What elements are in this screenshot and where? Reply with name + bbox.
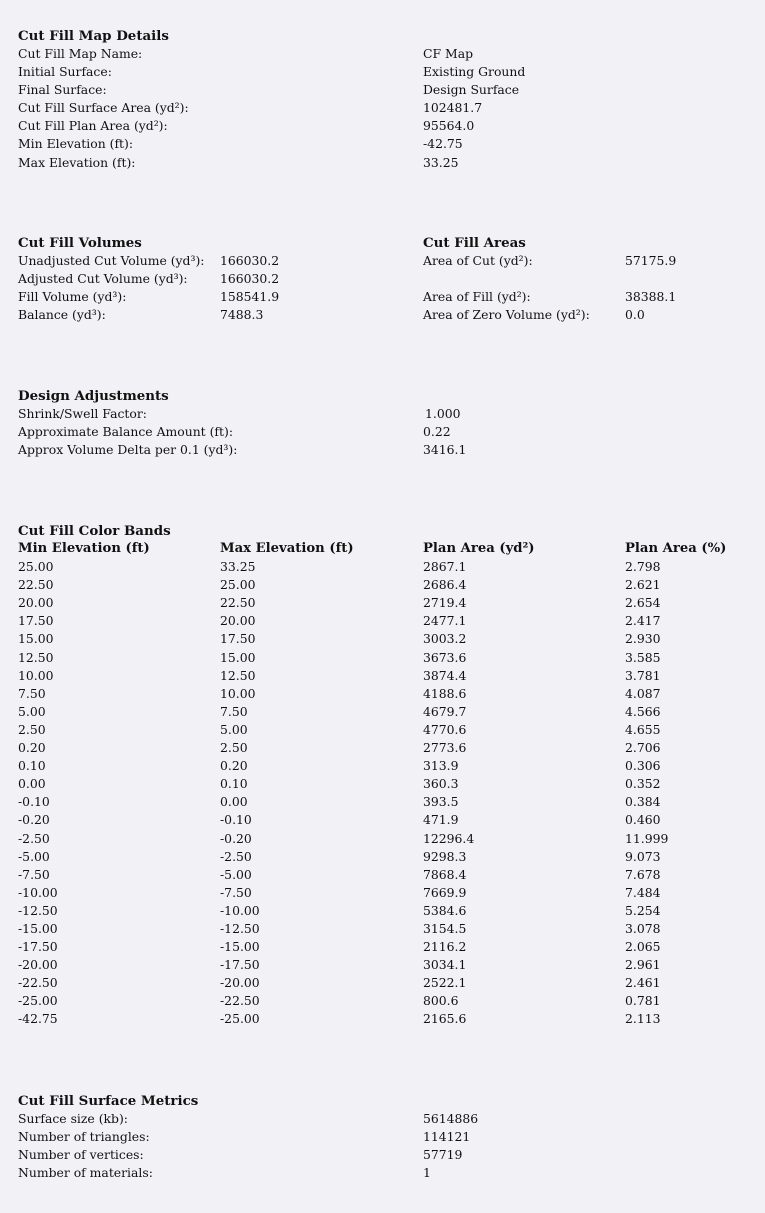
band-plan-area: 360.3 xyxy=(423,776,459,792)
band-plan-area: 471.9 xyxy=(423,812,459,828)
detail-value: CF Map xyxy=(423,46,474,61)
detail-row xyxy=(18,1110,748,1128)
band-plan-area-percent: 0.352 xyxy=(625,776,661,792)
detail-row xyxy=(18,135,748,153)
band-plan-area-percent: 2.654 xyxy=(625,595,661,611)
band-plan-area-percent: 2.706 xyxy=(625,740,661,756)
band-max-elevation: -10.00 xyxy=(220,902,260,918)
table-row xyxy=(18,721,748,739)
band-min-elevation: -20.00 xyxy=(18,957,58,973)
band-plan-area-percent: 2.461 xyxy=(625,975,661,991)
band-plan-area-percent: 2.417 xyxy=(625,613,661,629)
band-max-elevation: -25.00 xyxy=(220,1011,260,1027)
band-min-elevation: 12.50 xyxy=(18,649,54,665)
band-max-elevation: 0.20 xyxy=(220,758,248,774)
band-plan-area-percent: 2.065 xyxy=(625,939,661,955)
column-header-max-elevation: Max Elevation (ft) xyxy=(220,541,354,556)
band-plan-area-percent: 2.798 xyxy=(625,559,661,575)
band-plan-area-percent: 2.961 xyxy=(625,957,661,973)
band-plan-area: 2165.6 xyxy=(423,1011,467,1027)
band-plan-area: 3034.1 xyxy=(423,957,467,973)
area-label: Area of Fill (yd²): xyxy=(423,289,531,305)
detail-label: Min Elevation (ft): xyxy=(18,136,134,152)
detail-row xyxy=(18,81,748,99)
adjustments-rows xyxy=(18,405,748,459)
detail-label: Surface size (kb): xyxy=(18,1111,128,1126)
band-min-elevation: -42.75 xyxy=(18,1011,58,1027)
detail-value: 57719 xyxy=(423,1147,463,1163)
detail-label: Number of materials: xyxy=(18,1165,153,1181)
band-max-elevation: -15.00 xyxy=(220,939,260,955)
table-row xyxy=(18,576,748,594)
table-row xyxy=(18,667,748,685)
volume-area-row xyxy=(18,306,748,324)
detail-label: Cut Fill Surface Area (yd²): xyxy=(18,100,189,116)
table-row xyxy=(18,685,748,703)
table-row xyxy=(18,594,748,612)
band-plan-area: 3154.5 xyxy=(423,920,467,936)
details-rows xyxy=(18,45,748,172)
detail-row xyxy=(18,154,748,172)
area-value: 0.0 xyxy=(625,307,645,323)
band-max-elevation: -0.10 xyxy=(220,812,252,828)
band-plan-area-percent: 4.566 xyxy=(625,703,661,719)
table-row xyxy=(18,1010,748,1028)
band-max-elevation: 0.10 xyxy=(220,776,248,792)
color-bands-section xyxy=(18,522,748,1029)
area-label: Area of Zero Volume (yd²): xyxy=(423,307,590,323)
band-min-elevation: -25.00 xyxy=(18,993,58,1009)
band-plan-area: 313.9 xyxy=(423,758,459,774)
detail-row xyxy=(18,1146,748,1164)
band-max-elevation: -2.50 xyxy=(220,848,252,864)
bands-header-row xyxy=(18,540,748,558)
band-max-elevation: 17.50 xyxy=(220,631,256,647)
band-plan-area-percent: 2.930 xyxy=(625,631,661,647)
section-title: Cut Fill Surface Metrics xyxy=(18,1093,199,1109)
band-min-elevation: -5.00 xyxy=(18,848,50,864)
detail-value: 114121 xyxy=(423,1129,471,1145)
band-min-elevation: -15.00 xyxy=(18,920,58,936)
section-title: Design Adjustments xyxy=(18,388,169,404)
detail-label: Approx Volume Delta per 0.1 (yd³): xyxy=(18,442,238,458)
detail-value: 1.000 xyxy=(425,406,461,421)
detail-value: 1 xyxy=(423,1165,431,1181)
band-plan-area: 2867.1 xyxy=(423,559,467,575)
band-max-elevation: 22.50 xyxy=(220,595,256,611)
band-min-elevation: 20.00 xyxy=(18,595,54,611)
band-max-elevation: 20.00 xyxy=(220,613,256,629)
surface-metrics-section xyxy=(18,1092,748,1182)
table-row xyxy=(18,793,748,811)
band-min-elevation: 2.50 xyxy=(18,721,46,737)
table-row xyxy=(18,558,748,576)
detail-value: -42.75 xyxy=(423,136,463,152)
table-row xyxy=(18,866,748,884)
band-min-elevation: 22.50 xyxy=(18,577,54,593)
band-max-elevation: -0.20 xyxy=(220,830,252,846)
detail-value: Existing Ground xyxy=(423,64,526,80)
band-max-elevation: 10.00 xyxy=(220,685,256,701)
volume-area-row xyxy=(18,252,748,270)
band-min-elevation: 0.10 xyxy=(18,758,46,774)
volume-value: 166030.2 xyxy=(220,271,280,287)
table-row xyxy=(18,757,748,775)
table-row xyxy=(18,956,748,974)
table-row xyxy=(18,938,748,956)
areas-title: Cut Fill Areas xyxy=(423,235,526,251)
volume-value: 158541.9 xyxy=(220,289,280,305)
detail-label: Number of triangles: xyxy=(18,1129,150,1145)
band-max-elevation: -20.00 xyxy=(220,975,260,991)
band-min-elevation: -22.50 xyxy=(18,975,58,991)
detail-label: Cut Fill Plan Area (yd²): xyxy=(18,118,168,134)
detail-value: 3416.1 xyxy=(423,442,467,458)
band-plan-area: 2116.2 xyxy=(423,939,467,955)
volumes-title: Cut Fill Volumes xyxy=(18,235,142,251)
volume-label: Adjusted Cut Volume (yd³): xyxy=(18,271,188,287)
band-min-elevation: 5.00 xyxy=(18,703,46,719)
band-plan-area-percent: 9.073 xyxy=(625,848,661,864)
band-plan-area-percent: 0.384 xyxy=(625,794,661,810)
band-plan-area-percent: 2.113 xyxy=(625,1011,661,1027)
band-max-elevation: 2.50 xyxy=(220,740,248,756)
bands-table-body xyxy=(18,558,748,1028)
band-plan-area-percent: 5.254 xyxy=(625,902,661,918)
band-plan-area-percent: 11.999 xyxy=(625,830,669,846)
band-max-elevation: 0.00 xyxy=(220,794,248,810)
detail-label: Max Elevation (ft): xyxy=(18,154,136,170)
volume-label: Fill Volume (yd³): xyxy=(18,289,127,305)
band-plan-area: 7868.4 xyxy=(423,866,467,882)
detail-value: 102481.7 xyxy=(423,100,483,116)
band-max-elevation: 5.00 xyxy=(220,721,248,737)
detail-row xyxy=(18,441,748,459)
metrics-rows xyxy=(18,1110,748,1182)
band-plan-area: 2719.4 xyxy=(423,595,467,611)
band-plan-area-percent: 7.678 xyxy=(625,866,661,882)
band-min-elevation: -10.00 xyxy=(18,884,58,900)
band-max-elevation: 15.00 xyxy=(220,649,256,665)
section-title: Cut Fill Map Details xyxy=(18,28,169,44)
band-plan-area: 393.5 xyxy=(423,794,459,810)
table-row xyxy=(18,775,748,793)
volumes-areas-section xyxy=(18,234,748,324)
detail-label: Final Surface: xyxy=(18,82,107,98)
area-value: 38388.1 xyxy=(625,289,677,305)
band-plan-area-percent: 3.585 xyxy=(625,649,661,665)
band-max-elevation: 7.50 xyxy=(220,703,248,719)
table-row xyxy=(18,848,748,866)
band-plan-area-percent: 4.087 xyxy=(625,685,661,701)
table-row xyxy=(18,992,748,1010)
band-plan-area: 5384.6 xyxy=(423,902,467,918)
band-plan-area: 2477.1 xyxy=(423,613,467,629)
band-plan-area-percent: 4.655 xyxy=(625,721,661,737)
table-row xyxy=(18,703,748,721)
band-plan-area: 7669.9 xyxy=(423,884,467,900)
band-max-elevation: -7.50 xyxy=(220,884,252,900)
band-min-elevation: -7.50 xyxy=(18,866,50,882)
area-value: 57175.9 xyxy=(625,253,677,268)
detail-row xyxy=(18,1128,748,1146)
table-row xyxy=(18,830,748,848)
table-row xyxy=(18,739,748,757)
band-min-elevation: 7.50 xyxy=(18,685,46,701)
table-row xyxy=(18,630,748,648)
volume-area-row xyxy=(18,288,748,306)
band-max-elevation: 25.00 xyxy=(220,577,256,593)
band-plan-area-percent: 2.621 xyxy=(625,577,661,593)
table-row xyxy=(18,974,748,992)
volume-area-row xyxy=(18,270,748,288)
band-plan-area-percent: 3.078 xyxy=(625,920,661,936)
detail-row xyxy=(18,63,748,81)
band-plan-area: 800.6 xyxy=(423,993,459,1009)
column-header-min-elevation: Min Elevation (ft) xyxy=(18,541,150,556)
detail-value: 5614886 xyxy=(423,1111,479,1126)
band-max-elevation: -22.50 xyxy=(220,993,260,1009)
detail-row xyxy=(18,405,748,423)
band-min-elevation: 17.50 xyxy=(18,613,54,629)
detail-row xyxy=(18,423,748,441)
detail-label: Approximate Balance Amount (ft): xyxy=(18,424,234,440)
area-label: Area of Cut (yd²): xyxy=(423,253,533,268)
detail-value: Design Surface xyxy=(423,82,520,98)
band-min-elevation: -17.50 xyxy=(18,939,58,955)
band-max-elevation: 33.25 xyxy=(220,559,256,575)
band-max-elevation: -17.50 xyxy=(220,957,260,973)
detail-row xyxy=(18,99,748,117)
band-plan-area: 4679.7 xyxy=(423,703,467,719)
band-plan-area-percent: 7.484 xyxy=(625,884,661,900)
band-plan-area: 2686.4 xyxy=(423,577,467,593)
map-details-section xyxy=(18,27,748,172)
volume-value: 166030.2 xyxy=(220,253,280,268)
band-min-elevation: 0.20 xyxy=(18,740,46,756)
volume-label: Balance (yd³): xyxy=(18,307,106,323)
detail-row xyxy=(18,45,748,63)
band-max-elevation: 12.50 xyxy=(220,667,256,683)
table-row xyxy=(18,884,748,902)
detail-row xyxy=(18,117,748,135)
band-min-elevation: 15.00 xyxy=(18,631,54,647)
volume-label: Unadjusted Cut Volume (yd³): xyxy=(18,253,205,268)
band-plan-area-percent: 0.781 xyxy=(625,993,661,1009)
band-plan-area: 2522.1 xyxy=(423,975,467,991)
table-row xyxy=(18,811,748,829)
volumes-areas-rows xyxy=(18,252,748,324)
band-plan-area: 3874.4 xyxy=(423,667,467,683)
band-min-elevation: -0.20 xyxy=(18,812,50,828)
band-plan-area: 3673.6 xyxy=(423,649,467,665)
detail-value: 33.25 xyxy=(423,154,459,170)
table-row xyxy=(18,902,748,920)
table-row xyxy=(18,612,748,630)
band-min-elevation: -12.50 xyxy=(18,902,58,918)
band-min-elevation: 25.00 xyxy=(18,559,54,575)
band-max-elevation: -5.00 xyxy=(220,866,252,882)
detail-label: Shrink/Swell Factor: xyxy=(18,406,147,421)
detail-value: 0.22 xyxy=(423,424,451,440)
band-min-elevation: -2.50 xyxy=(18,830,50,846)
band-plan-area: 12296.4 xyxy=(423,830,475,846)
column-header-plan-area: Plan Area (yd²) xyxy=(423,541,535,556)
band-plan-area: 3003.2 xyxy=(423,631,467,647)
detail-label: Cut Fill Map Name: xyxy=(18,46,143,61)
band-min-elevation: -0.10 xyxy=(18,794,50,810)
design-adjustments-section xyxy=(18,387,748,459)
section-title: Cut Fill Color Bands xyxy=(18,523,171,539)
band-min-elevation: 10.00 xyxy=(18,667,54,683)
table-row xyxy=(18,920,748,938)
band-plan-area-percent: 3.781 xyxy=(625,667,661,683)
band-min-elevation: 0.00 xyxy=(18,776,46,792)
detail-label: Number of vertices: xyxy=(18,1147,144,1163)
volume-value: 7488.3 xyxy=(220,307,264,323)
band-plan-area: 9298.3 xyxy=(423,848,467,864)
band-max-elevation: -12.50 xyxy=(220,920,260,936)
section-title-row xyxy=(18,234,748,252)
band-plan-area-percent: 0.306 xyxy=(625,758,661,774)
band-plan-area: 4770.6 xyxy=(423,721,467,737)
detail-value: 95564.0 xyxy=(423,118,475,134)
detail-row xyxy=(18,1164,748,1182)
column-header-plan-area-percent: Plan Area (%) xyxy=(625,541,727,556)
detail-label: Initial Surface: xyxy=(18,64,112,80)
band-plan-area: 2773.6 xyxy=(423,740,467,756)
band-plan-area-percent: 0.460 xyxy=(625,812,661,828)
band-plan-area: 4188.6 xyxy=(423,685,467,701)
table-row xyxy=(18,649,748,667)
